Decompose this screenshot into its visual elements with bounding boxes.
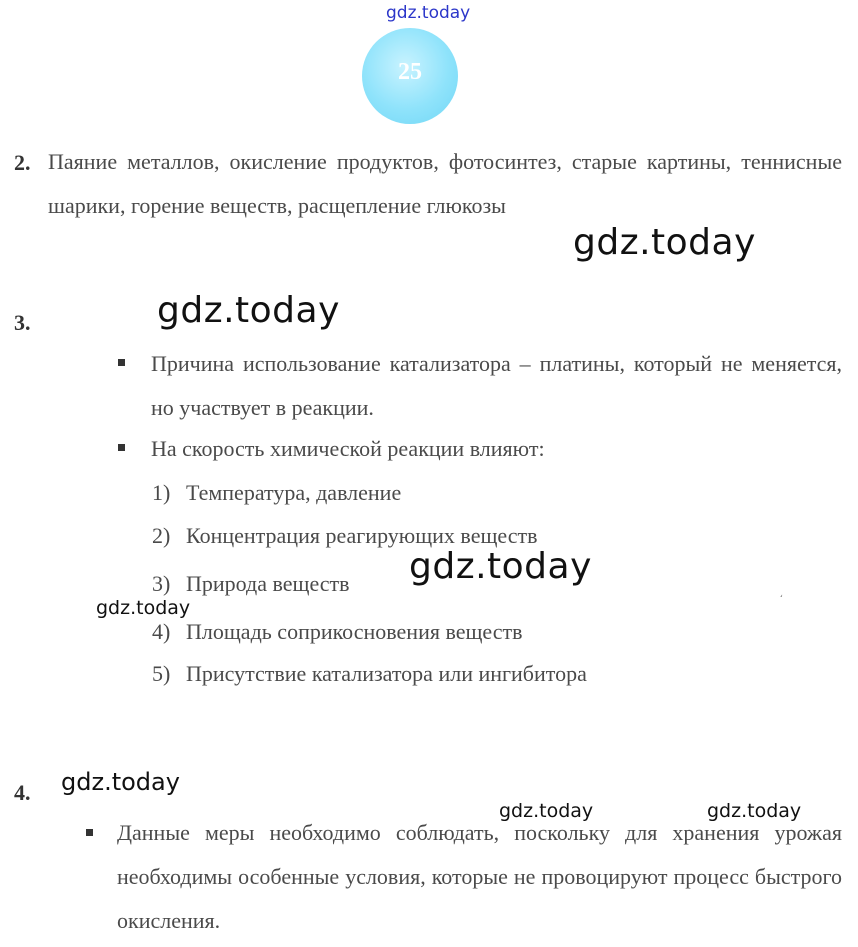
factor-item <box>152 661 587 687</box>
factor-index: 3) <box>152 571 171 596</box>
watermark: gdz.today <box>573 222 756 263</box>
question-2-answer: Паяние металлов, окисление продуктов, фотосинтез, старые картины, теннисные шарики, горение веществ, расщепление глюкозы <box>48 149 842 218</box>
factor-text: Площадь соприкосновения веществ <box>186 619 523 644</box>
factor-item <box>152 523 537 549</box>
factor-index: 4) <box>152 619 171 644</box>
factor-text: Концентрация реагирующих веществ <box>186 523 538 548</box>
factor-item <box>152 619 523 645</box>
watermark: gdz.today <box>707 800 802 822</box>
watermark: gdz.today <box>157 290 340 331</box>
bullet-text: На скорость химической реакции влияют: <box>151 436 545 461</box>
factor-item <box>152 480 401 506</box>
question-4-number: 4. <box>14 780 31 805</box>
question-2-number: 2. <box>14 150 31 175</box>
factor-item <box>152 571 350 597</box>
watermark: gdz.today <box>409 546 592 587</box>
factor-text: Присутствие катализатора или ингибитора <box>186 661 587 686</box>
watermark: gdz.today <box>61 768 180 796</box>
factor-index: 5) <box>152 661 171 686</box>
factor-text: Температура, давление <box>186 480 402 505</box>
watermark-top: gdz.today <box>386 3 471 23</box>
bullet-text: Причина использование катализатора – платины, который не меняется, но участвует в реакции. <box>151 351 842 420</box>
question-4-answer: Данные меры необходимо соблюдать, поскольку для хранения урожая необходимы особенные условия, которые не провоцируют процесс быстрого окисления. <box>117 820 842 933</box>
bullet-icon <box>118 359 125 366</box>
question-3-number: 3. <box>14 310 31 335</box>
factor-index: 1) <box>152 480 171 505</box>
watermark: gdz.today <box>499 800 594 822</box>
page-number: 25 <box>398 59 422 85</box>
bullet-icon <box>118 444 125 451</box>
stray-mark: ͵ <box>779 583 784 598</box>
watermark: gdz.today <box>96 597 191 619</box>
bullet-icon <box>86 829 93 836</box>
factor-index: 2) <box>152 523 171 548</box>
factor-text: Природа веществ <box>186 571 350 596</box>
page-number-badge <box>362 28 458 124</box>
